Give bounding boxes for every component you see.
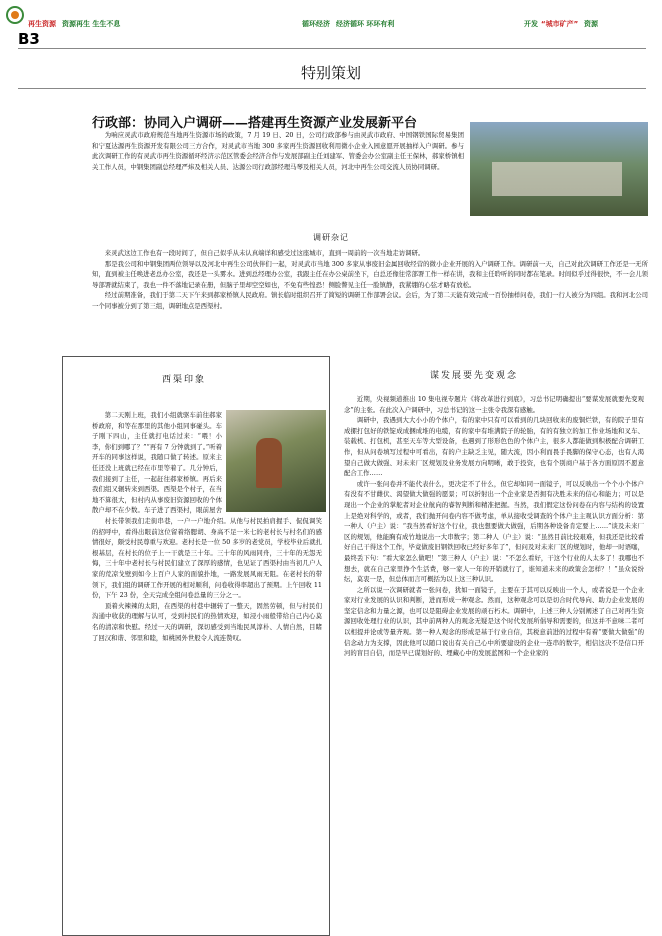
section-title: 特别策划: [300, 64, 361, 82]
masthead-right-highlight: “城市矿产”: [541, 20, 579, 28]
article-intro: [92, 130, 464, 172]
mindset-paragraph: 调研中，我遇到大大小小的个体户，有的家中只有可以看到的几块回收来的废铜烂铁，有的院子里有成摞打包好的铁锭成成捆成堆的电缆，有的家中有堆满院子的轮胎，有的有独立的加工作业场地和叉车、装载机、打包机，甚至天车等大型设备，也遇到了形形色色的个体户主，很多人都能做到积极配合调研工作，但从问卷填写过程中可看出，有的户主缺乏主见，随大流，因小利而畏手畏脚的保守心态，也有人渴望自己做大做强、对未来厂区规划及业务发展方向明晰，敢于投资，也有个别商户基于各方面原因不愿意配合工作……: [344, 416, 644, 478]
masthead-circular-economy: 循环经济: [302, 20, 330, 28]
recycle-logo-icon: [6, 6, 24, 24]
mindset-paragraph: 或许一张问卷并不能代表什么，更决定不了什么，但它却如同一面镜子，可以反映出一个个小个体户有没有不甘雌伏、渴望做大做强的愿景；可以折射出一个企业家是否拥有决胜未来的信心和能力；可以是现出一个企业的掌舵者对企业航向的睿智判断和精准把握。当然，我们假定这份问卷在内容与结构的设置上是绝对科学的，或者，我们抛开问卷内容不做考虑，单从接收受调查的个体户主主观认识方面分析：第一种人（户主）说：“我当然看好这个行业，我也想要做大做强，后期各种设备肯定要上……”谈及未来厂区的规划，他能胸有成竹地说出一大串数字；第二种人（户主）说：“虽然目前比较艰难，但我还是比较看好自己干得这个工作，毕竟做废旧钢铁回收已经好多年了”，但问及对未来厂区的规划时，他却一时语噻，最终丢下句：“看大家怎么做吧！”第三种人（户主）说：“不怎么看好，干这个行业的人太多了！我哪也不想去，就在自己家里挣个生活费，够一家人一年的开销就行了，谁知道未来的政策会怎样？！”虽众说纷纭，莫衷一是，但总体而言可概括为以上这三种认识。: [344, 479, 644, 584]
intro-paragraph: 为响应灵武市政府规范当地再生资源市场的政策，7 月 19 日、20 日，公司行政部参与由灵武市政府、中国钢铁国际贸易集团和宁夏达源再生资源开发有限公司三方合作，对灵武市当地 300 多家再生资源回收利用微小企业入园意愿开展抽样入户调研。参与此次调研工作的有灵武市再生资源循环经济示范区管委会经济合作与发展部副主任刘建军、管委会办公室副主任王保林，郝家桥镇相关工作人员，中钢集团副总经理严炜及相关人员、达源公司行政部经理马琴及相关人员，河北中再生公司交流人员协同调研。: [92, 131, 464, 171]
mindset-text: [344, 394, 644, 934]
masthead-brand: 再生资源: [28, 20, 56, 28]
page-number: B3: [18, 30, 40, 48]
xiqu-text-wide: [92, 516, 322, 934]
xiqu-paragraph: 第二天刚上班，我们小组就驱车前往郝家桥政府，和等在那里的其他小组同事碰头。车子刚下四山，主任就打电话过来：“喂！小李，你们到哪了？”“再有 7 分钟就到了。”听着开车的同事这样说，我随口做了转述。原来主任还没上班就已经在市里等着了。几分钟后，我们接到了主任，一起赶往郝家桥镇。再后来我们组又辗转来到西渠。西渠是个村子，在当地不算很大，但村内从事废旧资源回收的个体散户却不在少数。车子进了西渠村，眼前屋舍: [92, 411, 222, 514]
notes-paragraph: 经过前期准备，我们于第二天下午来到郝家桥镇人民政府。镇长临时组织召开了简短的调研工作部署会议。会后，为了第二天能有效完成一百份抽样问卷，我们一行人被分为四组。我和河北公司一个同事被分到了第三组，调研地点是西渠村。: [92, 291, 648, 310]
village-photo: [226, 410, 326, 512]
notes-body: [92, 248, 648, 312]
notes-paragraph: 来灵武这边工作也有一段时间了，但自己似乎从未认真端详和感受过这座城市，直到一周前的一次当地走访调研。: [104, 249, 425, 257]
masthead: [0, 0, 662, 34]
subheading: 调研杂记: [313, 233, 349, 242]
box-title-xiqu: 西渠印象: [162, 375, 207, 385]
masthead-right-post: 资源: [584, 20, 598, 28]
xiqu-paragraph: 村长带领我们走街串巷，一户一户地介绍。从他与村民拍肩握手、侃侃调笑的招呼中，看得出眼前这位留着络腮胡、身高不足一米七的老村长与村名们的感情很好，颇受村民尊重与欢迎。老村长是一位 50 多岁的老党员，学校毕业后就扎根基层，在村长的位子上一干就是三十年。三十年的风雨同舟，三十年的无怨无悔，三十年中老村长与村民们建立了深厚的感情，也见证了西渠村由当初几户人家的荒凉戈壁到如今上百户人家的面貌扑地，一路发展风雨无阻。在老村长的带领下，我们组的调研工作开展的相对顺利，问卷收得率超出了预期。上午回收 11 份，下午 23 份，全天完成全组问卷总量的三分之一。: [92, 517, 322, 600]
notes-paragraph: 那是我公司和中钢集团两位领导以及河北中再生公司伙伴们一起，对灵武市当地 300 多家从事废旧金属回收经营的微小企业开展的入户调研工作。调研前一天，自己对此次调研工作还是一无所知，直到被主任唤进老总办公室，我还是一头雾水。进到总经理办公室，我跟主任在办公桌前坐下，白总还像往常部署工作一样在讲，我和主任聆听的同时都在笔录。时间似乎过得很快，不一会儿领导部署就结束了，我也一件不落地记录在册，但脑子里却空空如也，不免有些惶恐！侧脸瞥见主任一脸镇静，我紧绷的心弦才略有放松。: [92, 259, 648, 289]
xiqu-text-narrow: [92, 410, 222, 514]
divider: [18, 88, 646, 89]
mindset-paragraph: 之所以说一次调研就者一张问卷，犹如一面镜子，主要在于其可以反映出一个人，或者说是一个企业家对行业发展的认识和判断，进而形成一种观念。然而，这种观念可以是切合时代导向、助力企业发展的坚定信念和力量之源，也可以是阻碍企业发展的顽石朽木。调研中，上述三种人分别阐述了自己对再生资源回收处理行业的认识，其中前两种人的观念无疑是这个时代发展所倡导和需要的，但这并不意味二者可以相提并论或等量齐观。第一种人观念的形成是基于行业自信，其税意前进的过程中有着“要做大做强”的信念动力为支撑，因此他可以随口说出有关自己心中所要建设的企业一连串的数字，相信这决不是信口开河的盲目自信，而是早已谋划好的、埋藏心中的发展蓝图和一个企业家的: [344, 585, 644, 658]
box-title-mindset: 谋发展要先变观念: [430, 371, 519, 381]
masthead-slogan: 资源再生 生生不息: [62, 20, 121, 28]
mindset-paragraph: 近期，央视频道推出 10 集电视专题片《将改革进行到底》，习总书记明确提出“要谋发展就要先变观念”的主张。在此次入户调研中，习总书记的这一主张令我深有感触。: [344, 395, 644, 414]
divider: [18, 48, 646, 49]
meeting-photo: [470, 122, 648, 216]
masthead-right-pre: 开发: [524, 20, 538, 28]
masthead-circular-slogan: 经济循环 环环有利: [336, 20, 395, 28]
article-headline: 行政部：协同入户调研——搭建再生资源产业发展新平台: [92, 116, 418, 131]
xiqu-paragraph: 顶着火辣辣的太阳，在西渠的村巷中辗转了一整天，固然劳顿，但与村民们沟通中收获的理解与认可，受到村民们的热情欢迎，如浸小雨般带给自己内心莫名的清凉和快慰。经过一天的调研，深切感受到当地民风淳朴、人情自然，目睹了回汉和谐、邻里和睦，如桃园外世般令人流连赞叹。: [92, 601, 322, 642]
